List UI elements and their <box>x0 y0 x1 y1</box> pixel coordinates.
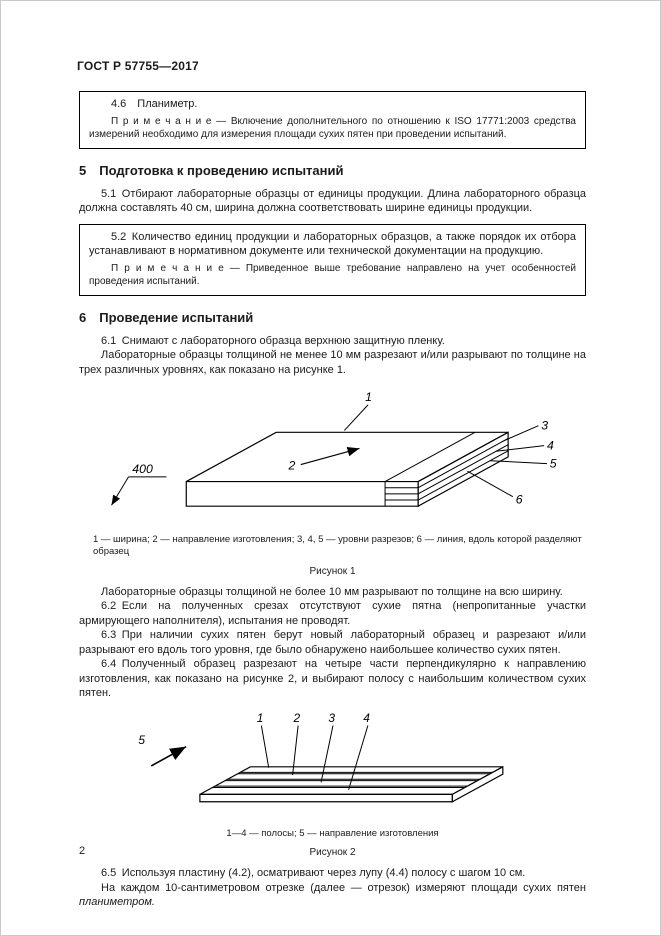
section-6-heading: 6 Проведение испытаний <box>79 309 254 325</box>
figure-2-drawing <box>103 709 563 821</box>
fig2-label-2: 2 <box>293 710 300 725</box>
fig2-label-3: 3 <box>327 710 335 725</box>
paragraph-5-2: 5.2 Количество единиц продукции и лабораторных образцов, а также порядок их отбора устанавливают в нормативном документе или технической документации на продукцию. <box>89 230 576 258</box>
clause-4-6-note: П р и м е ч а н и е — Включение дополнительного по отношению к ISO 17771:2003 средства измерений необходимо для измерения площади сухих пятен при проведении испытаний. <box>89 115 576 140</box>
fig2-label-4: 4 <box>362 710 370 725</box>
fig2-label-5: 5 <box>137 732 145 747</box>
figure-1-caption: 1 — ширина; 2 — направление изготовления; 3, 4, 5 — уровни разрезов; 6 — линия, вдоль которой разделяют образец <box>93 534 582 558</box>
clause-4-6-text: 4.6 Планиметр. <box>111 98 198 110</box>
document-header: ГОСТ Р 57755—2017 <box>77 59 199 73</box>
fig2-front-face <box>199 794 451 801</box>
figure-2 <box>79 709 586 858</box>
figure-1-title: Рисунок 1 <box>309 565 356 577</box>
document-content <box>79 91 586 910</box>
paragraph-6-5b-text: На каждом 10-сантиметровом отрезке (далее — отрезок) измеряют площади сухих пятен <box>101 881 586 894</box>
clause-4-6-box <box>79 91 586 149</box>
page-number: 2 <box>79 845 86 857</box>
paragraph-6-4: 6.4 Полученный образец разрезают на четыре части перпендикулярно к направлению изготовления, как показано на рисунке 2, и выбирают полосу с наибольшим количеством сухих пятен. <box>79 658 586 700</box>
paragraph-6-5b <box>79 881 586 910</box>
fig1-label-1: 1 <box>364 390 372 405</box>
fig1-label-5: 5 <box>549 456 557 471</box>
clause-5-2-box <box>79 224 586 296</box>
paragraph-6-3: 6.3 При наличии сухих пятен берут новый лабораторный образец и разрезают и/или разрывают его вдоль того уровня, где было обнаружено наибольшее количество сухих пятен. <box>79 629 586 656</box>
fig1-dimension-400: 400 <box>131 462 153 477</box>
fig1-label-6: 6 <box>515 492 523 507</box>
fig2-label-1: 1 <box>256 710 263 725</box>
fig1-front-face <box>186 482 418 507</box>
clause-5-2-note: П р и м е ч а н и е — Приведенное выше требование направлено на учет особенностей проведения испытаний. <box>89 262 576 287</box>
paragraph-5-1: 5.1 Отбирают лабораторные образцы от единицы продукции. Длина лабораторного образца должна составлять 40 см, ширина должна соответствовать ширине единицы продукции. <box>79 187 586 215</box>
paragraph-6-2: 6.2 Если на полученных срезах отсутствуют сухие пятна (непропитанные участки армирующего наполнителя), испытания не проводят. <box>79 600 586 627</box>
paragraph-6-5a: 6.5 Используя пластину (4.2), осматривают через лупу (4.4) полосу с шагом 10 см. <box>101 867 526 880</box>
figure-1-drawing <box>83 385 583 527</box>
figure-1 <box>79 385 586 577</box>
fig1-label-3: 3 <box>540 418 548 433</box>
fig1-label-2: 2 <box>288 458 295 473</box>
paragraph-6-1c: Лабораторные образцы толщиной не более 10 мм разрывают по толщине на всю ширину. <box>101 585 563 598</box>
section-5-heading: 5 Подготовка к проведению испытаний <box>79 162 344 178</box>
paragraph-6-5b-term: планиметром. <box>79 896 155 909</box>
figure-2-caption: 1—4 — полосы; 5 — направление изготовления <box>226 827 439 839</box>
fig1-label-4: 4 <box>546 438 554 453</box>
figure-2-title: Рисунок 2 <box>309 847 356 859</box>
paragraph-6-1a: 6.1 Снимают с лабораторного образца верхнюю защитную пленку. <box>101 334 445 347</box>
paragraph-6-1b: Лабораторные образцы толщиной не менее 10 мм разрезают и/или разрывают по толщине на трех различных уровнях, как показано на рисунке 1. <box>79 349 586 376</box>
